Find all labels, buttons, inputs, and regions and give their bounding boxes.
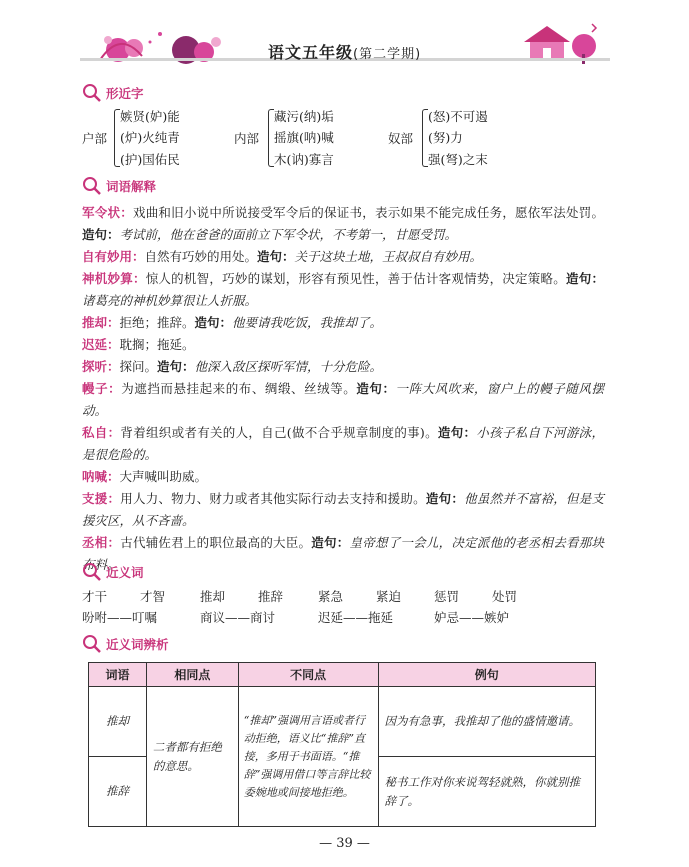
section-heading-jinyi: 近义词: [82, 562, 144, 582]
definition-list: [82, 202, 604, 576]
synonym-pair: 商议——商讨: [200, 610, 276, 625]
definition-item: 自有妙用：自然有巧妙的用处。造句：关于这块土地，王叔叔自有妙用。: [82, 249, 483, 264]
definition-item: 神机妙算：惊人的机智，巧妙的谋划，形容有预见性，善于估计客观情势，决定策略。造句：诸葛亮的神机妙算很让人折服。: [82, 271, 604, 308]
page-number: — 39 —: [319, 836, 370, 851]
radical-label: 奴部: [388, 131, 414, 146]
table-header-row: [89, 663, 596, 687]
word-item: (努)力: [428, 130, 463, 145]
table-cell-word: 推却: [89, 687, 147, 757]
table-header: 不同点: [238, 663, 378, 687]
definition-item: 支援：用人力、物力、财力或者其他实际行动去支持和援助。造句：他虽然并不富裕，但是支援灾区，从不吝啬。: [82, 491, 604, 528]
synonym-word: 处罚: [492, 589, 518, 604]
synonym-word: 推辞: [258, 589, 284, 604]
magnifier-icon: [82, 562, 102, 582]
section-heading-xingjin: 形近字: [82, 83, 144, 103]
definition-item: 幔子：为遮挡而悬挂起来的布、绸缎、丝绒等。造句：一阵大风吹来，窗户上的幔子随风摆动。: [82, 381, 604, 418]
table-cell-example: 秘书工作对你来说驾轻就熟，你就别推辞了。: [378, 757, 596, 827]
magnifier-icon: [82, 83, 102, 103]
word-item: 嫉贤(妒)能: [120, 109, 180, 124]
synonym-pair: 吩咐——叮嘱: [82, 610, 158, 625]
magnifier-icon: [82, 176, 102, 196]
word-item: (怒)不可遏: [428, 109, 488, 124]
word-item: 藏污(纳)垢: [274, 109, 334, 124]
table-cell-diff: “推却”强调用言语或者行动拒绝，语义比“推辞”直接，多用于书面语。“推辞”强调用借口等言辞比较委婉地或间接地拒绝。: [238, 687, 378, 827]
synonym-analysis-table: [88, 662, 596, 827]
synonym-block: [82, 587, 602, 627]
definition-item: 呐喊：大声喊叫助威。: [82, 469, 208, 484]
section-heading-ciyu: 词语解释: [82, 176, 156, 196]
synonym-word: 惩罚: [434, 589, 460, 604]
section-heading-bianxi: 近义词辨析: [82, 634, 169, 654]
radical-label: 内部: [234, 131, 260, 146]
table-cell-example: 因为有急事，我推却了他的盛情邀请。: [378, 687, 596, 757]
definition-item: 军令状：戏曲和旧小说中所说接受军令后的保证书，表示如果不能完成任务，愿依军法处罚。造句：考试前，他在爸爸的面前立下军令状，不考第一，甘愿受罚。: [82, 205, 604, 242]
xingjinzi-block: [82, 107, 602, 169]
definition-item: 推却：拒绝；推辞。造句：他要请我吃饭，我推却了。: [82, 315, 383, 330]
synonym-word: 紧迫: [376, 589, 402, 604]
table-row: [89, 687, 596, 757]
definition-item: 迟延：耽搁；拖延。: [82, 337, 195, 352]
radical-label: 户部: [82, 131, 108, 146]
definition-item: 探听：探问。造句：他深入敌区探听军情，十分危险。: [82, 359, 383, 374]
table-header: 词语: [89, 663, 147, 687]
word-item: (炉)火纯青: [120, 130, 180, 145]
page-title: 语文五年级(第二学期): [268, 43, 422, 62]
synonym-word: 才干: [82, 589, 108, 604]
magnifier-icon: [82, 634, 102, 654]
word-item: (护)国佑民: [120, 152, 180, 167]
definition-item: 丞相：古代辅佐君上的职位最高的大臣。造句：皇帝想了一会儿，决定派他的老丞相去看那块布料。: [82, 535, 604, 572]
word-item: 摇旗(呐)喊: [274, 130, 334, 145]
page-header: [80, 18, 610, 76]
table-cell-word: 推辞: [89, 757, 147, 827]
synonym-pair: 迟延——拖延: [318, 610, 394, 625]
definition-item: 私自：背着组织或者有关的人，自己(做不合乎规章制度的事)。造句：小孩子私自下河游泳，是很危险的。: [82, 425, 604, 462]
word-item: 木(讷)寡言: [274, 152, 334, 167]
synonym-word: 紧急: [318, 589, 344, 604]
table-cell-same: 二者都有拒绝的意思。: [146, 687, 238, 827]
page-subtitle: (第二学期): [353, 47, 422, 62]
synonym-pair: 妒忌——嫉妒: [434, 610, 510, 625]
word-item: 强(弩)之末: [428, 152, 488, 167]
table-header: 相同点: [146, 663, 238, 687]
table-header: 例句: [378, 663, 596, 687]
synonym-word: 才智: [140, 589, 166, 604]
synonym-word: 推却: [200, 589, 226, 604]
